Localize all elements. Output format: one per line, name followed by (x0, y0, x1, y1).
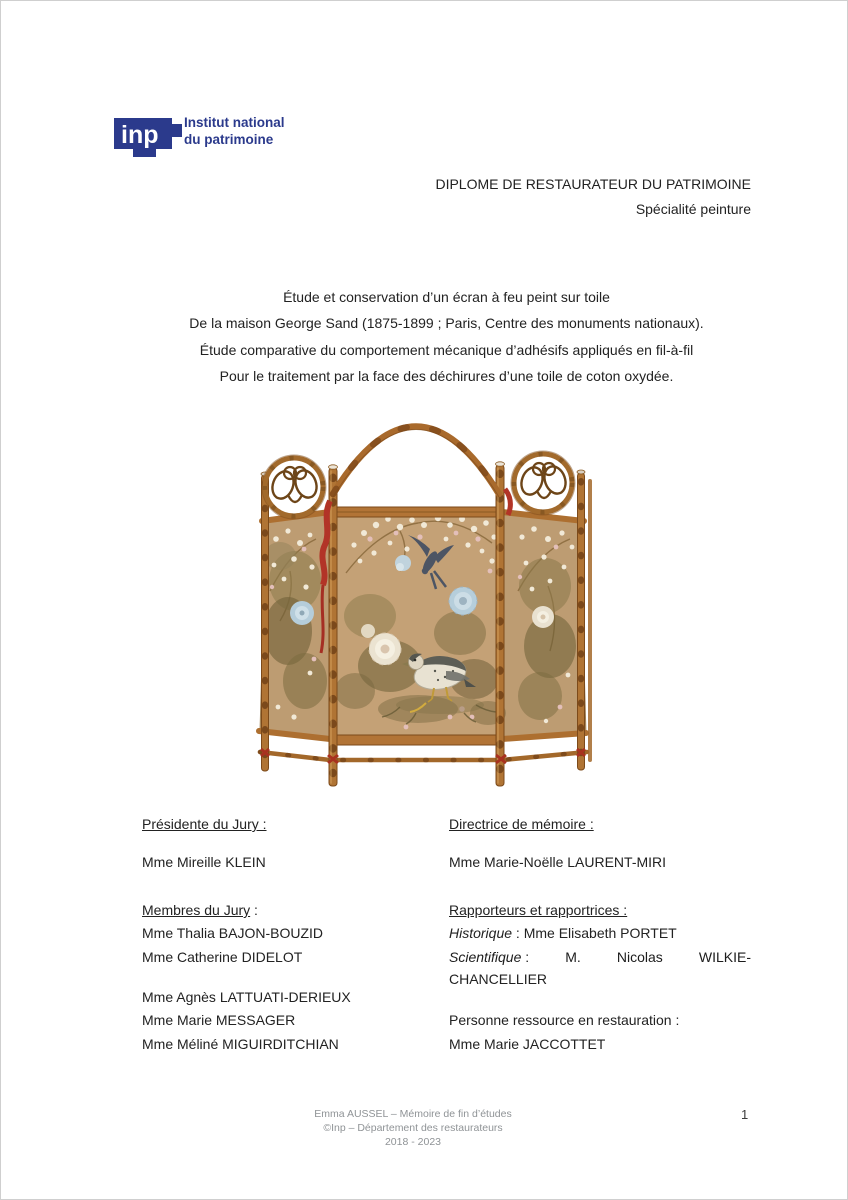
resource-name: Mme Marie JACCOTTET (449, 1036, 606, 1052)
director-name: Mme Marie-Noëlle LAURENT-MIRI (449, 854, 667, 870)
member-name-5: Mme Méliné MIGUIRDITCHIAN (142, 1036, 339, 1052)
members-heading-colon: : (250, 902, 258, 918)
medallion-left (262, 455, 326, 519)
member-name-3: Mme Agnès LATTUATI-DERIEUX (142, 989, 351, 1005)
scientifique-label: Scientifique (449, 949, 522, 965)
page-footer (263, 1107, 563, 1149)
president-name: Mme Mireille KLEIN (142, 854, 266, 870)
members-heading (142, 902, 258, 918)
logo-wordmark (184, 115, 285, 148)
thesis-title-line4: Pour le traitement par la face des déchirures d’une toile de coton oxydée. (219, 367, 674, 384)
member-name-1: Mme Thalia BAJON-BOUZID (142, 925, 323, 941)
footer-author-line: Emma AUSSEL – Mémoire de fin d’études (314, 1108, 512, 1120)
members-heading-text: Membres du Jury (142, 902, 251, 918)
thesis-title-line3: Étude comparative du comportement mécanique d’adhésifs appliqués en fil-à-fil (199, 341, 694, 358)
medallion-right (511, 451, 575, 515)
logo-wordmark-line2: du patrimoine (184, 131, 274, 147)
thesis-title (142, 284, 751, 389)
member-name-2: Mme Catherine DIDELOT (142, 949, 303, 965)
member-name-4: Mme Marie MESSAGER (142, 1012, 296, 1028)
scientifique-firstname: Nicolas (616, 949, 663, 965)
thesis-title-line1: Étude et conservation d’un écran à feu peint sur toile (283, 289, 610, 305)
logo-wordmark-line1: Institut national (184, 115, 285, 130)
inp-logo-acronym: inp (121, 121, 159, 149)
scientifique-lastname-part1: WILKIE- (698, 949, 751, 965)
rapporteur-historique (449, 925, 677, 941)
speciality: Spécialité peinture (635, 201, 751, 217)
historique-label: Historique (449, 925, 513, 941)
thesis-title-line2: De la maison George Sand (1875-1899 ; Paris, Centre des monuments nationaux). (189, 315, 704, 332)
footer-institution-line: ©Inp – Département des restaurateurs (323, 1122, 503, 1134)
fire-screen-figure (250, 421, 610, 799)
scientifique-title: M. (565, 949, 581, 965)
scientifique-label-group (449, 949, 529, 965)
president-heading: Présidente du Jury : (142, 816, 267, 832)
resource-heading: Personne ressource en restauration : (449, 1012, 680, 1028)
footer-years-line: 2018 - 2023 (384, 1136, 442, 1148)
rapporteurs-heading: Rapporteurs et rapportrices : (449, 902, 628, 918)
diploma-title: DIPLOME DE RESTAURATEUR DU PATRIMOINE (435, 176, 751, 192)
page-number: 1 (741, 1107, 749, 1122)
historique-name: : Mme Elisabeth PORTET (512, 925, 677, 941)
document-header (301, 172, 751, 222)
inp-logo-mark (113, 112, 193, 160)
rapporteur-scientifique (449, 949, 751, 965)
director-heading: Directrice de mémoire : (449, 816, 594, 832)
scientifique-lastname-part2: CHANCELLIER (449, 971, 548, 987)
scientifique-colon: : (521, 949, 530, 965)
